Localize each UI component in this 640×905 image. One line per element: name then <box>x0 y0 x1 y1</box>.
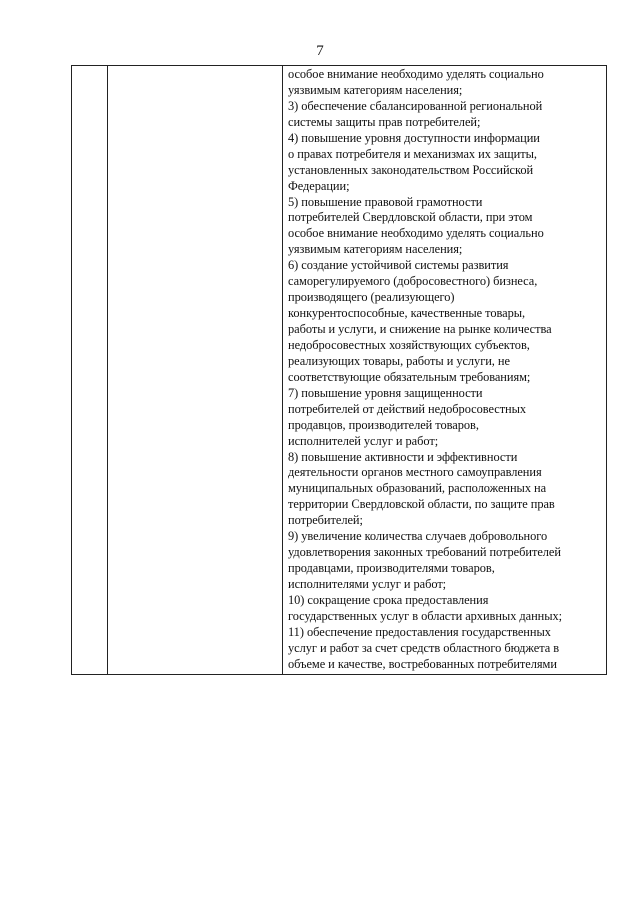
column-divider-2 <box>282 66 283 674</box>
text-line: 11) обеспечение предоставления государственных <box>288 624 551 639</box>
text-line: муниципальных образований, расположенных на <box>288 481 547 496</box>
text-line: 9) увеличение количества случаев добровольного <box>288 529 548 544</box>
goals-text-cell <box>288 67 606 673</box>
text-line: соответствующие обязательным требованиям; <box>288 369 531 384</box>
text-line: конкурентоспособные, качественные товары, <box>288 306 526 321</box>
text-line: 8) повышение активности и эффективности <box>288 449 518 464</box>
text-line: деятельности органов местного самоуправления <box>288 465 542 480</box>
column-divider-1 <box>107 66 108 674</box>
text-line: 5) повышение правовой грамотности <box>288 194 483 209</box>
text-line: государственных услуг в области архивных данных; <box>288 608 563 623</box>
text-line: 3) обеспечение сбалансированной региональной <box>288 98 543 113</box>
text-line: 7) повышение уровня защищенности <box>288 385 483 400</box>
text-line: установленных законодательством Российской <box>288 162 534 177</box>
text-line: уязвимым категориям населения; <box>288 242 463 257</box>
text-line: о правах потребителя и механизмах их защиты, <box>288 146 537 161</box>
text-line: 6) создание устойчивой системы развития <box>288 258 509 273</box>
text-line: исполнителями услуг и работ; <box>288 577 447 591</box>
text-line: потребителей Свердловской области, при этом <box>288 210 533 225</box>
page-number: 7 <box>316 43 324 59</box>
text-line: услуг и работ за счет средств областного бюджета в <box>288 640 560 655</box>
text-line: саморегулируемого (добросовестного) бизнеса, <box>288 274 538 289</box>
text-line: работы и услуги, и снижение на рынке количества <box>288 322 552 336</box>
text-line: системы защиты прав потребителей; <box>288 114 481 129</box>
text-line: 10) сокращение срока предоставления <box>288 592 489 607</box>
text-line: территории Свердловской области, по защите прав <box>288 497 555 512</box>
text-line: потребителей; <box>288 513 363 528</box>
text-line: уязвимым категориям населения; <box>288 82 463 97</box>
text-line: особое внимание необходимо уделять социально <box>288 226 544 241</box>
text-line: потребителей от действий недобросовестных <box>288 401 527 416</box>
text-line: реализующих товары, работы и услуги, не <box>288 353 510 368</box>
text-line: исполнителей услуг и работ; <box>288 433 439 448</box>
text-line: 4) повышение уровня доступности информации <box>288 130 540 145</box>
text-line: Федерации; <box>288 178 350 193</box>
text-line: особое внимание необходимо уделять социально <box>288 67 544 81</box>
text-line: удовлетворения законных требований потребителей <box>288 545 561 560</box>
text-line: продавцов, производителей товаров, <box>288 417 479 432</box>
text-line: производящего (реализующего) <box>288 290 455 305</box>
text-line: объеме и качестве, востребованных потребителями <box>288 656 557 671</box>
document-table <box>71 65 607 675</box>
text-line: продавцами, производителями товаров, <box>288 561 495 576</box>
text-line: недобросовестных хозяйствующих субъектов, <box>288 337 530 352</box>
